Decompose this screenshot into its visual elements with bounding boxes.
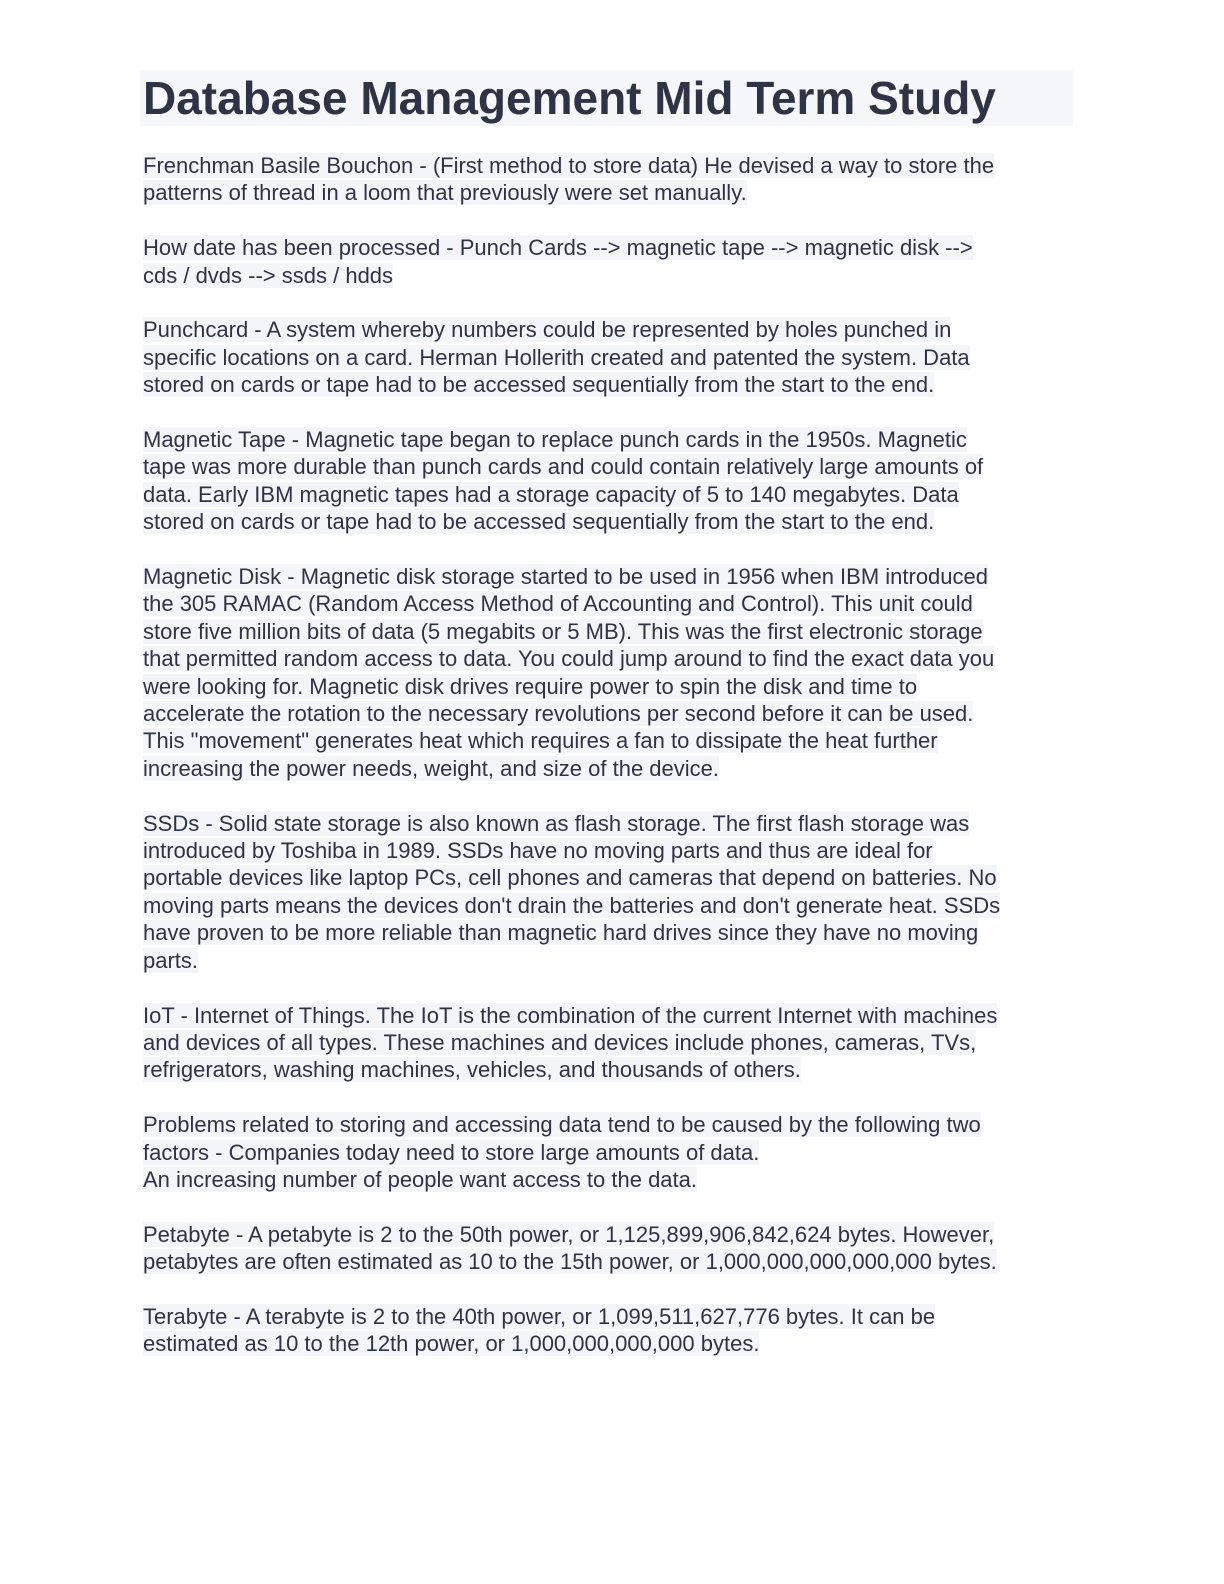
paragraph-text: Petabyte - A petabyte is 2 to the 50th power, or 1,125,899,906,842,624 bytes. However, petabytes are often estimated as 10 to the 15th power, or 1,000,000,000,000,000 bytes. [143,1221,997,1275]
paragraph-text: Terabyte - A terabyte is 2 to the 40th power, or 1,099,511,627,776 bytes. It can be estimated as 10 to the 12th power, or 1,000,000,000,000 bytes. [143,1303,936,1357]
document-page [143,70,1073,1358]
paragraph-text: SSDs - Solid state storage is also known as flash storage. The first flash storage was introduced by Toshiba in 1989. SSDs have no moving parts and thus are ideal for portable devices like laptop PCs, cell phones and cameras that depend on batteries. No moving parts means the devices don't drain the batteries and don't generate heat. SSDs have proven to be more reliable than magnetic hard drives since they have no moving parts. [143,810,1001,973]
paragraph-text: Frenchman Basile Bouchon - (First method to store data) He devised a way to store the patterns of thread in a loom that previously were set manually. [143,153,995,206]
document-title: Database Management Mid Term Study [143,72,996,124]
paragraph-punchcard [143,316,1073,398]
paragraph-text: How date has been processed - Punch Cards --> magnetic tape --> magnetic disk --> cds / dvds --> ssds / hdds [143,235,973,288]
title-banner [140,70,1073,126]
paragraph-terabyte [143,1303,1073,1358]
paragraph-ssds [143,810,1073,974]
paragraph-magnetic-disk [143,563,1073,782]
paragraph-iot [143,1002,1073,1084]
paragraph-text: IoT - Internet of Things. The IoT is the combination of the current Internet with machines and devices of all types. These machines and devices include phones, cameras, TVs, refrigerators, washing machines, vehicles, and thousands of others. [143,1002,998,1083]
paragraph-problems [143,1111,1073,1193]
paragraph-basile-bouchon [143,152,1073,207]
paragraph-text: Problems related to storing and accessing data tend to be caused by the following two factors - Companies today need to store large amounts of data. An increasing number of people want access to the data. [143,1112,981,1192]
paragraph-text: Magnetic Tape - Magnetic tape began to replace punch cards in the 1950s. Magnetic tape was more durable than punch cards and could contain relatively large amounts of data. Early IBM magnetic tapes had a storage capacity of 5 to 140 megabytes. Data stored on cards or tape had to be accessed sequentially from the start to the end. [143,427,984,535]
paragraph-magnetic-tape [143,426,1073,536]
paragraph-text: Punchcard - A system whereby numbers could be represented by holes punched in specific locations on a card. Herman Hollerith created and patented the system. Data stored on cards or tape had to be accessed sequentially from the start to the end. [143,317,970,398]
paragraph-text: Magnetic Disk - Magnetic disk storage started to be used in 1956 when IBM introduced the 305 RAMAC (Random Access Method of Accounting and Control). This unit could store five million bits of data (5 megabits or 5 MB). This was the first electronic storage that permitted random access to data. You could jump around to find the exact data you were looking for. Magnetic disk drives require power to spin the disk and time to accelerate the rotation to the necessary revolutions per second before it can be used. This "movement" generates heat which requires a fan to dissipate the heat further increasing the power needs, weight, and size of the device. [143,564,995,781]
paragraph-data-processing [143,234,1073,289]
paragraph-petabyte [143,1221,1073,1276]
